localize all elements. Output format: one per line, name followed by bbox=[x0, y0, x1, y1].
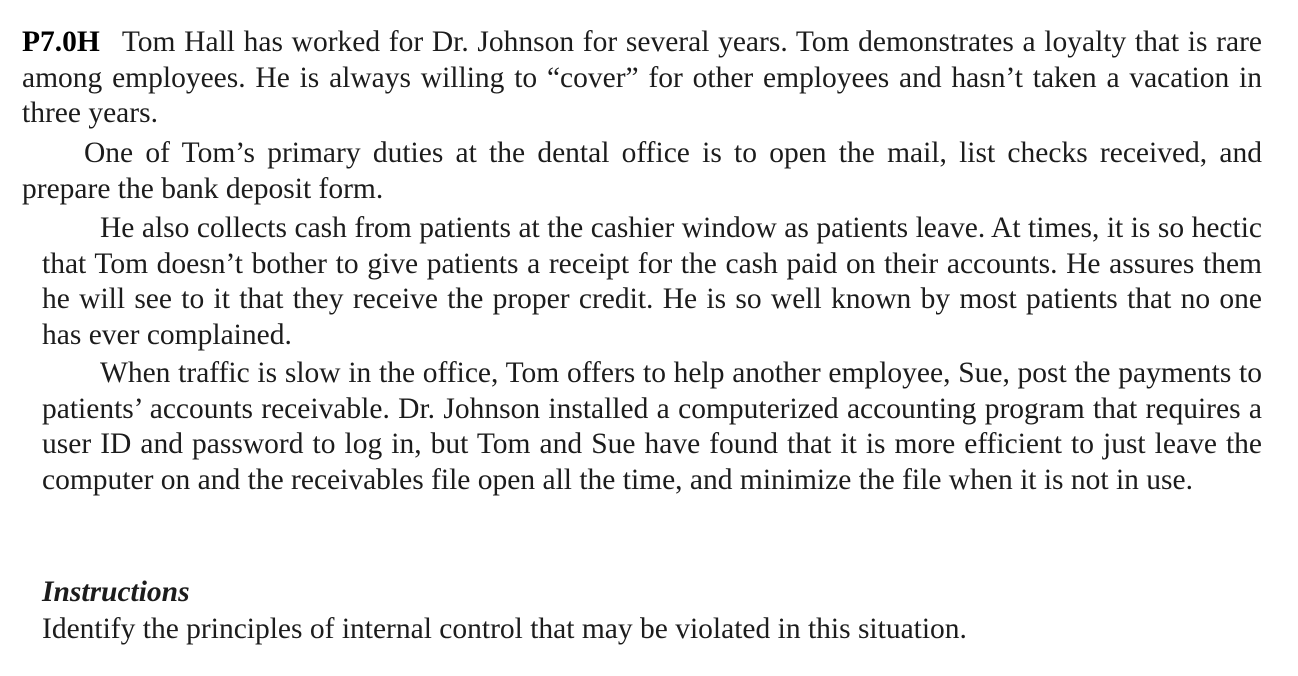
problem-paragraph-3: He also collects cash from patients at the cashier window as patients leave. At times, it is so hectic that Tom doesn’t bother to give patients a receipt for the cash paid on their accounts. He assures them he will see to it that they receive the proper credit. He is so well known by most patients that no one has ever complained. bbox=[42, 212, 1262, 351]
paragraph-1-text: Tom Hall has worked for Dr. Johnson for several years. Tom demonstrates a loyalty that is rare among employees. He is always willing to “cover” for other employees and hasn’t taken a vacation in three years. bbox=[22, 26, 1262, 129]
problem-paragraph-4: When traffic is slow in the office, Tom offers to help another employee, Sue, post the payments to patients’ accounts receivable. Dr. Johnson installed a computerized accounting program that requires a user ID and password to log in, but Tom and Sue have found that it is more efficient to just leave the computer on and the receivables file open all the time, and minimize the file when it is not in use. bbox=[42, 357, 1262, 496]
problem-id: P7.0H bbox=[22, 26, 100, 58]
problem-paragraph-1 bbox=[22, 25, 1262, 132]
problem-paragraph-2: One of Tom’s primary duties at the dental office is to open the mail, list checks received, and prepare the bank deposit form. bbox=[22, 137, 1262, 205]
instructions-text: Identify the principles of internal control that may be violated in this situation. bbox=[42, 613, 967, 645]
instructions-heading: Instructions bbox=[42, 576, 190, 608]
